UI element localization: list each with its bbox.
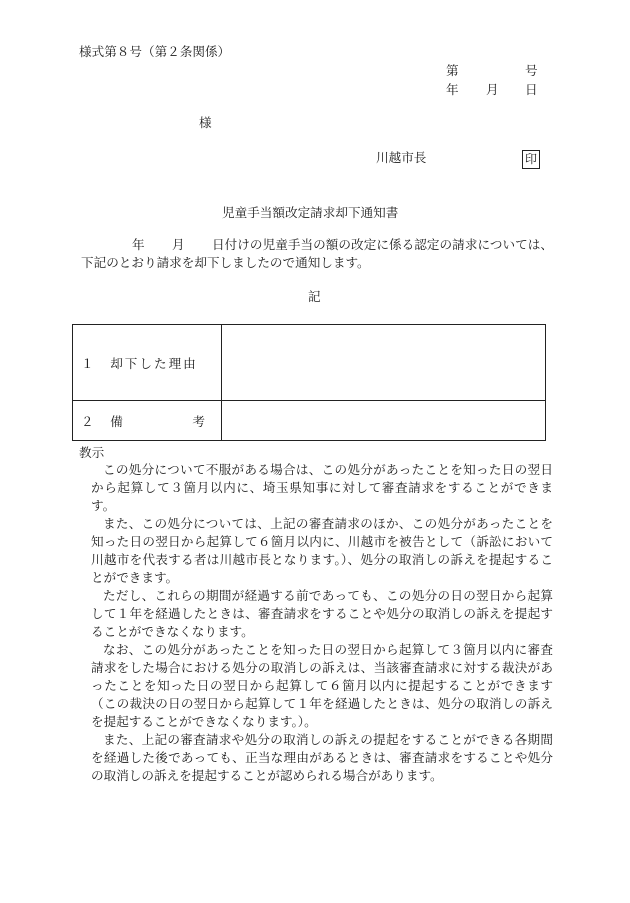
instruction-paragraph: また、この処分については、上記の審査請求のほか、この処分があったことを知った日の翌日から起算して６箇月以内に、川越市を被告として（訴訟において川越市を代表する者は川越市長となります。）、処分の取消しの訴えを提起することができます。: [91, 516, 553, 585]
intro-month: 月: [172, 237, 185, 252]
date-day: 日: [525, 82, 538, 97]
instruction-paragraph: ただし、これらの期間が経過する前であっても、この処分の日の翌日から起算して１年を経過したときは、審査請求をすることや処分の取消しの訴えを提起することができなくなります。: [91, 588, 553, 639]
number-prefix: 第: [446, 63, 459, 78]
date-month: 月: [486, 82, 499, 97]
reason-label-text: １ 却下した理由: [81, 356, 198, 371]
document-title: 児童手当額改定請求却下通知書: [222, 205, 399, 220]
reason-value: [222, 325, 546, 401]
intro-year: 年: [132, 237, 145, 252]
remarks-value: [222, 401, 546, 441]
form-label: 様式第８号（第２条関係）: [79, 44, 231, 59]
reason-table: [72, 324, 546, 441]
instruction-body: [91, 461, 553, 785]
instruction-heading: 教示: [79, 445, 105, 460]
instruction-paragraph: また、上記の審査請求や処分の取消しの訴えの提起をすることができる各期間を経過した後であっても、正当な理由があるときは、審査請求をすることや処分の取消しの訴えを提起することが認められる場合があります。: [91, 732, 553, 783]
reason-label: [73, 325, 222, 401]
remarks-label-right: 考: [192, 414, 205, 429]
date-year: 年: [446, 82, 459, 97]
addressee-honorific: 様: [199, 115, 212, 130]
seal-mark: 印: [522, 150, 540, 169]
instruction-paragraph: なお、この処分があったことを知った日の翌日から起算して３箇月以内に審査請求をした場合における処分の取消しの訴えは、当該審査請求に対する裁決があったことを知った日の翌日から起算して６箇月以内に提起することができます（この裁決の日の翌日から起算して１年を経過したときは、処分の取消しの訴えを提起することができなくなります。）。: [91, 642, 553, 729]
remarks-label-left: ２ 備: [81, 414, 125, 429]
table-row: [73, 401, 546, 441]
table-row: [73, 325, 546, 401]
ki-heading: 記: [308, 289, 321, 304]
remarks-label: [73, 401, 222, 441]
instruction-paragraph: この処分について不服がある場合は、この処分があったことを知った日の翌日から起算して３箇月以内に、埼玉県知事に対して審査請求をすることができます。: [91, 462, 553, 513]
number-suffix: 号: [525, 63, 538, 78]
sender-name: 川越市長: [376, 150, 427, 165]
intro-text: 日付けの児童手当の額の改定に係る認定の請求については、下記のとおり請求を却下しましたので通知します。: [81, 237, 553, 270]
